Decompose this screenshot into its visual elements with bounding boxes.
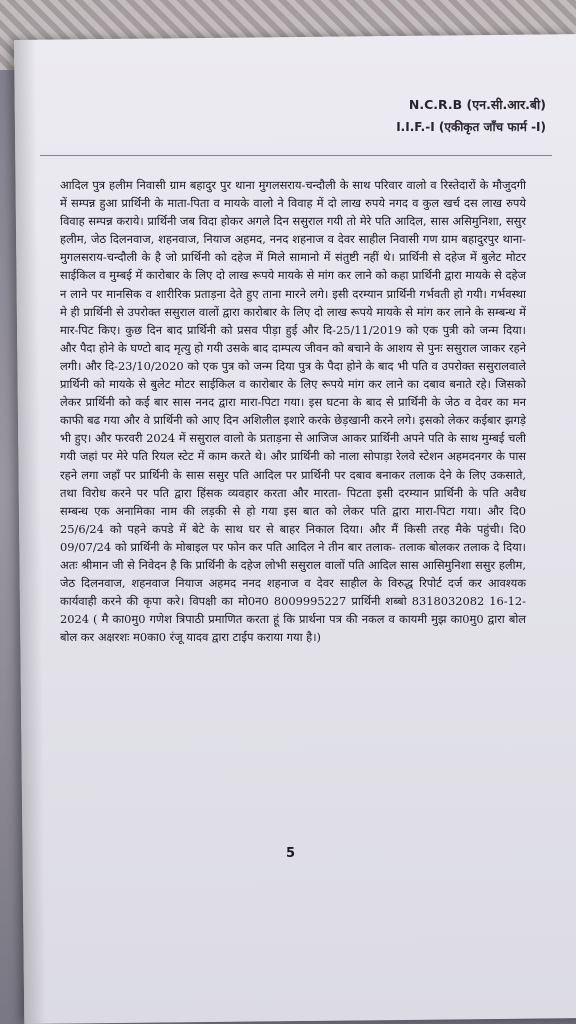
page-number: 5 bbox=[286, 846, 296, 861]
document-body: आदिल पुत्र हलीम निवासी ग्राम बहादुर पुर थाना मुगलसराय-चन्दौली के साथ परिवार वालो व रिस्तेदारों के मौजुदगी में सम्पन्न हुआ प्रार्थिनी के माता-पिता व मायके वालो ने विवाह में दो लाख रुपये नगद व कुल खर्च दस लाख रुपये विवाह सम्पन्न कराये। प्रार्थिनी जब विदा होकर अगले दिन ससुराल गयी तो मेरे पति आदिल, सास असिमुनिशा, ससुर हलीम, जेठ दिलनवाज, शहनवाज, नियाज अहमद, ननद शहनाज व देवर साहील निवासी गण ग्राम बहादुरपुर थाना- मुगलसराय-चन्दौली के है जो प्रार्थिनी को दहेज में मिले सामानो में संतुष्टी नहीं थे। प्रार्थिनी से दहेज में बुलेट मोटर साईकिल व मुम्बई में कारोबार के लिए दो लाख रूपये मायके से मांग कर लाने को कहा प्रार्थिनी द्वारा मायके से दहेज न लाने पर मानसिक व शारीरिक प्रताड़ना देते हुए ताना मारने लगे। इसी दरम्यान प्रार्थिनी गर्भवती हो गयी। गर्भवस्था मे ही प्रार्थिनी से उपरोक्त ससुराल वालों द्वारा कारोबार के लिए दो लाख रूपये मायके से मांग कर लाने के सम्बन्ध में मार-पिट किए। कुछ दिन बाद प्रार्थिनी को प्रसव पीड़ा हुई और दि-25/11/2019 को एक पुत्री को जन्म दिया। और पैदा होने के घण्टो बाद मृत्यु हो गयी उसके बाद दाम्पत्य जीवन को बचाने के आशय से पुनः ससुराल जाकर रहने लगी। और दि-23/10/2020 को एक पुत्र को जन्म दिया पुत्र के पैदा होने के बाद भी पति व उपरोक्त ससुरालवाले प्रार्थिनी को मायके से बुलेट मोटर साईकिल व कारोबार के लिए रूपये मांग कर लाने का दबाव बनाते रहे। जिसको लेकर प्रार्थिनी को कई बार सास ननद द्वारा मारा-पिटा गया। इस घटना के बाद से प्रार्थिनी के जेठ व देवर का मन काफी बढ गया और वे प्रार्थिनी को आए दिन अशिलील इशारे करके छेड़खानी करने लगे। इसको लेकर कईबार झगड़े भी हुए। और फरवरी 2024 में ससुराल वालो के प्रताड़ना से आजिज आकर प्रार्थिनी अपने पति के साथ मुम्बई चली गयी जहां पर मेरे पति रियल स्टेट में काम करते थे। और प्रार्थिनी को नाला सोपाड़ा रेलवे स्टेशन अहमदनगर के पास रहने लगा जहाँ पर प्रार्थिनी के सास ससुर पति आदिल पर प्रार्थिनी पर दबाव बनाकर तलाक देने के लिए उकसाते, तथा विरोध करने पर पति द्वारा हिंसक व्यवहार करता और मारता- पिटता इसी दरम्यान प्रार्थिनी के पति अवैध सम्बन्ध एक अनामिका नाम की लड़की से हो गया इस बात को लेकर पति द्वारा मारा-पिटा गया। और दि0 25/6/24 को पहने कपडे में बेटे के साथ घर से बाहर निकाल दिया। और मैं किसी तरह मैके पहुंची। दि0 09/07/24 को प्रार्थिनी के मोबाइल पर फोन कर पति आदिल ने तीन बार तलाक- तलाक बोलकर तलाक दे दिया। अतः श्रीमान जी से निवेदन है कि प्रार्थिनी के दहेज लोभी ससुराल वालों पति आदिल सास आसिमुनिशा ससुर हलीम, जेठ दिलनवाज, शहनवाज नियाज अहमद ननद शहनाज व देवर साहील के विरुद्ध रिपोर्ट दर्ज कर आवश्यक कार्यवाही करने की कृपा करे। विपक्षी का मो0न0 8009995227 प्रार्थिनी शब्बो 8318032082 16-12-2024 ( मै का0मु0 गणेश त्रिपाठी प्रमाणित करता हूं कि प्रार्थना पत्र की नकल व कायमी मुझ का0मु0 द्वारा बोल बोल कर अक्षरशः म0का0 रंजू यादव द्वारा टाईप कराया गया है।) bbox=[60, 178, 526, 645]
header-rule bbox=[40, 155, 552, 156]
form-header bbox=[396, 96, 546, 136]
form-code: N.C.R.B (एन.सी.आर.बी) bbox=[408, 97, 546, 112]
form-name: I.I.F.-I (एकीकृत जाँच फार्म -I) bbox=[396, 120, 546, 134]
